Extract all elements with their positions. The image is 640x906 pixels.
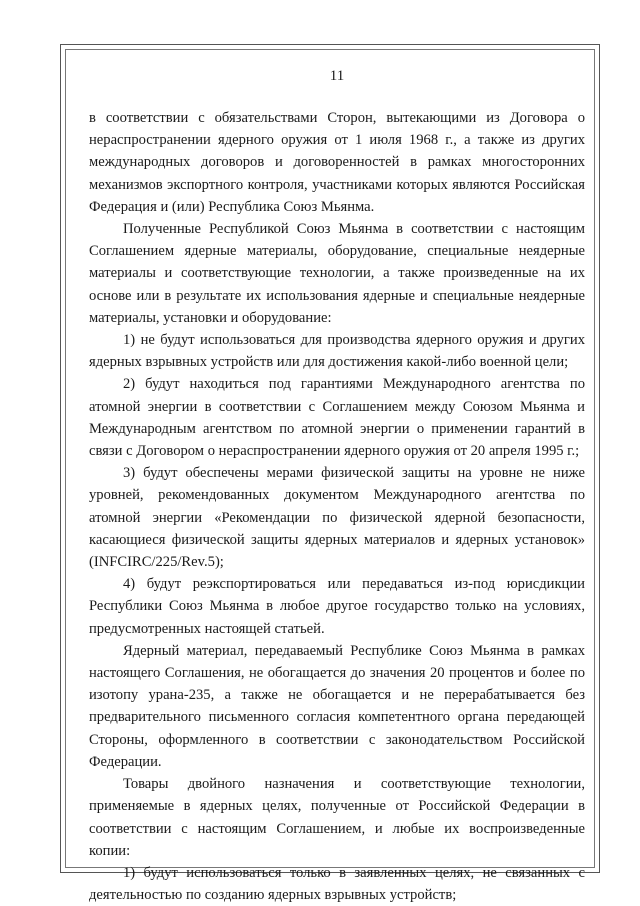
paragraph: в соответствии с обязательствами Сторон, вытекающими из Договора о нераспространении ядерного оружия от 1 июля 1968 г., а также из других международных договоров и договоренностей в рамках многосторонних механизмов экспортного контроля, участниками которых являются Российская Федерация и (или) Республика Союз Мьянма. [89,110,585,215]
list-item: 4) будут реэкспортироваться или передаваться из-под юрисдикции Республики Союз Мьянма в любое другое государство только на условиях, предусмотренных настоящей статьей. [89,576,585,637]
list-item: 3) будут обеспечены мерами физической защиты на уровне не ниже уровней, рекомендованных документом Международного агентства по атомной энергии «Рекомендации по физической ядерной безопасности, касающиеся физической защиты ядерных материалов и ядерных установок» (INFCIRC/225/Rev.5); [89,465,585,571]
list-item: 1) не будут использоваться для производства ядерного оружия и других ядерных взрывных устройств или для достижения какой-либо военной цели; [89,332,585,371]
page-number: 11 [329,68,345,84]
paragraph: Товары двойного назначения и соответствующие технологии, применяемые в ядерных целях, полученные от Российской Федерации в соответствии с настоящим Соглашением, и любые их воспроизведенные копии: [89,776,585,859]
list-item: 2) будут находиться под гарантиями Международного агентства по атомной энергии в соответствии с Соглашением между Союзом Мьянма и Международным агентством по атомной энергии о применении гарантий в связи с Договором о нераспространении ядерного оружия от 20 апреля 1995 г.; [89,376,585,460]
list-item: 1) будут использоваться только в заявленных целях, не связанных с деятельностью по созданию ядерных взрывных устройств; [89,864,585,904]
paragraph: Ядерный материал, передаваемый Республике Союз Мьянма в рамках настоящего Соглашения, не обогащается до значения 20 процентов и более по изотопу урана-235, а также не обогащается и не перерабатывается без предварительного письменного согласия компетентного органа передающей Стороны, оформленного в соответствии с законодательством Российской Федерации. [89,642,585,770]
document-body [89,56,585,906]
paragraph: Полученные Республикой Союз Мьянма в соответствии с настоящим Соглашением ядерные материалы, оборудование, специальные неядерные материалы и соответствующие технологии, а также произведенные на их основе или в результате их использования ядерные и специальные неядерные материалы, установки и оборудование: [89,221,585,326]
